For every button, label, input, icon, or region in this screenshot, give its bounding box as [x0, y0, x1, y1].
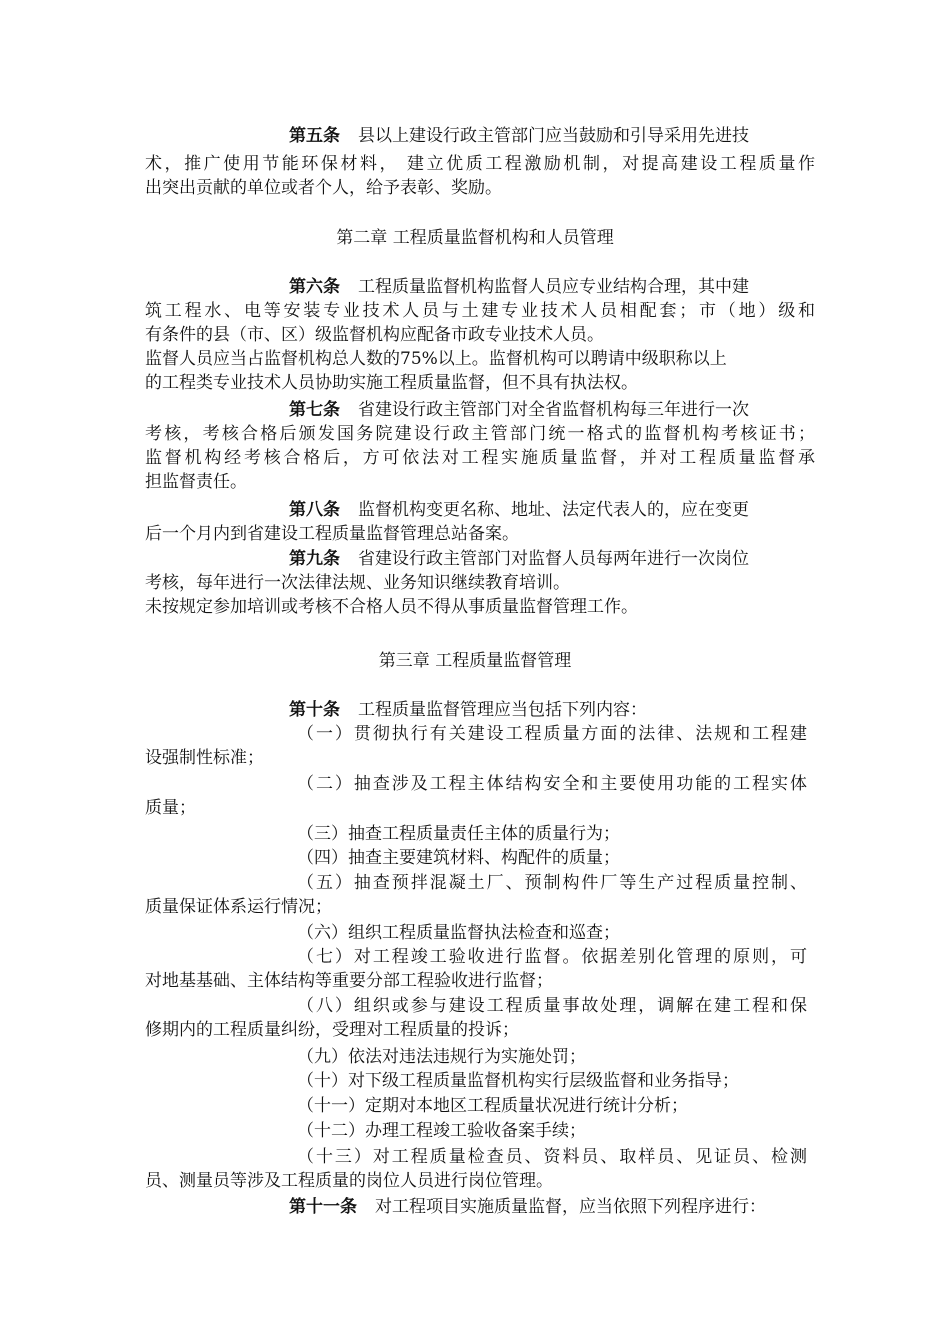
item-3: （三）抽查工程质量责任主体的质量行为； — [297, 824, 620, 844]
item-5-line-2: 质量保证体系运行情况； — [145, 897, 332, 917]
article-7-line-1: 第七条 省建设行政主管部门对全省监督机构每三年进行一次 — [289, 400, 749, 420]
chapter-3-heading: 第三章 工程质量监督管理 — [378, 651, 572, 671]
item-10: （十）对下级工程质量监督机构实行层级监督和业务指导； — [297, 1071, 739, 1091]
item-2-line-1: （二）抽查涉及工程主体结构安全和主要使用功能的工程实体 — [297, 774, 807, 794]
article-7-line-2: 考核，考核合格后颁发国务院建设行政主管部门统一格式的监督机构考核证书； — [145, 424, 815, 444]
article-10-label: 第十条 — [289, 700, 340, 720]
item-5-line-1: （五）抽查预拌混凝土厂、预制构件厂等生产过程质量控制、 — [297, 873, 807, 893]
item-11: （十一）定期对本地区工程质量状况进行统计分析； — [297, 1096, 688, 1116]
article-8-label: 第八条 — [289, 500, 340, 520]
article-8-line-2: 后一个月内到省建设工程质量监督管理总站备案。 — [145, 524, 519, 544]
item-12: （十二）办理工程竣工验收备案手续； — [297, 1121, 586, 1141]
article-5-line-2: 术，推广使用节能环保材料， 建立优质工程激励机制，对提高建设工程质量作 — [145, 154, 815, 174]
article-7-label: 第七条 — [289, 400, 340, 420]
item-9: （九）依法对违法违规行为实施处罚； — [297, 1047, 586, 1067]
item-6: （六）组织工程质量监督执法检查和巡查； — [297, 923, 620, 943]
article-6-label: 第六条 — [289, 277, 340, 297]
article-7-line-4: 担监督责任。 — [145, 472, 247, 492]
item-7-line-2: 对地基基础、主体结构等重要分部工程验收进行监督； — [145, 971, 553, 991]
article-6-line-1: 第六条 工程质量监督机构监督人员应专业结构合理，其中建 — [289, 277, 749, 297]
article-9-line-2: 考核，每年进行一次法律法规、业务知识继续教育培训。 — [145, 573, 570, 593]
article-6-line-5: 的工程类专业技术人员协助实施工程质量监督，但不具有执法权。 — [145, 373, 638, 393]
item-13-line-1: （十三）对工程质量检查员、资料员、取样员、见证员、检测 — [297, 1147, 807, 1167]
article-6-line-3: 有条件的县（市、区）级监督机构应配备市政专业技术人员。 — [145, 325, 604, 345]
article-5-line-1: 第五条 县以上建设行政主管部门应当鼓励和引导采用先进技 — [289, 126, 749, 146]
article-8-line-1: 第八条 监督机构变更名称、地址、法定代表人的，应在变更 — [289, 500, 749, 520]
item-8-line-1: （八）组织或参与建设工程质量事故处理，调解在建工程和保 — [297, 996, 807, 1016]
article-5-line-3: 出突出贡献的单位或者个人，给予表彰、奖励。 — [145, 178, 502, 198]
article-9-line-3: 未按规定参加培训或考核不合格人员不得从事质量监督管理工作。 — [145, 597, 638, 617]
item-4: （四）抽查主要建筑材料、构配件的质量； — [297, 848, 620, 868]
item-2-line-2: 质量； — [145, 798, 196, 818]
article-9-label: 第九条 — [289, 549, 340, 569]
item-1-line-2: 设强制性标准； — [145, 748, 264, 768]
article-5-label: 第五条 — [289, 126, 340, 146]
article-9-line-1: 第九条 省建设行政主管部门对监督人员每两年进行一次岗位 — [289, 549, 749, 569]
article-6-line-4: 监督人员应当占监督机构总人数的75%以上。监督机构可以聘请中级职称以上 — [145, 349, 727, 369]
article-11-label: 第十一条 — [289, 1197, 357, 1217]
item-13-line-2: 员、测量员等涉及工程质量的岗位人员进行岗位管理。 — [145, 1171, 553, 1191]
item-1-line-1: （一）贯彻执行有关建设工程质量方面的法律、法规和工程建 — [297, 724, 807, 744]
chapter-2-heading: 第二章 工程质量监督机构和人员管理 — [336, 228, 614, 248]
item-8-line-2: 修期内的工程质量纠纷，受理对工程质量的投诉； — [145, 1020, 519, 1040]
article-11-line-1: 第十一条 对工程项目实施质量监督，应当依照下列程序进行： — [289, 1197, 766, 1217]
item-7-line-1: （七）对工程竣工验收进行监督。依据差别化管理的原则，可 — [297, 947, 807, 967]
article-6-line-2: 筑工程水、电等安装专业技术人员与土建专业技术人员相配套；市（地）级和 — [145, 301, 815, 321]
article-10-line-1: 第十条 工程质量监督管理应当包括下列内容： — [289, 700, 647, 720]
article-7-line-3: 监督机构经考核合格后，方可依法对工程实施质量监督，并对工程质量监督承 — [145, 448, 815, 468]
